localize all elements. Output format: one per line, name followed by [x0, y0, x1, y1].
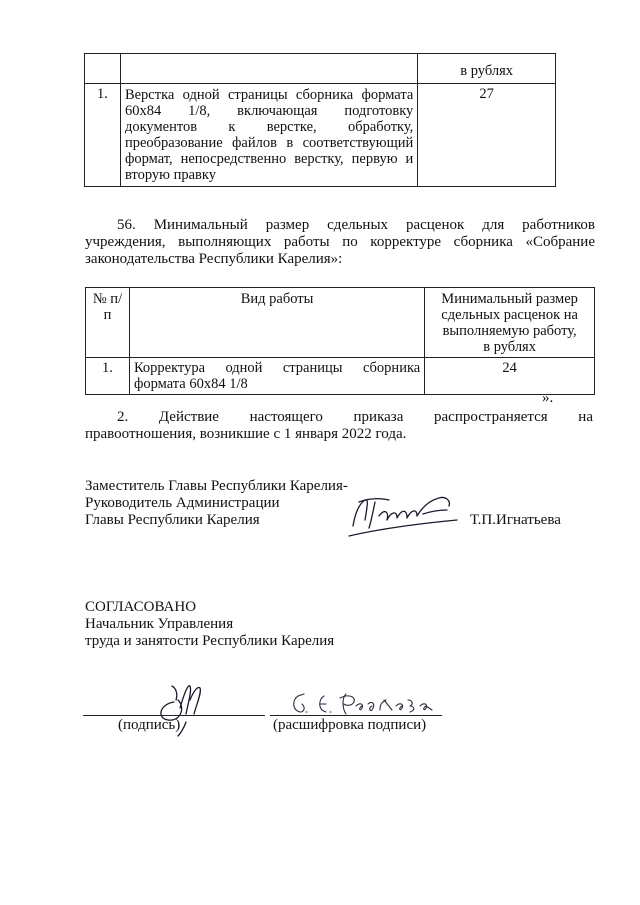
- closing-quote: ».: [542, 390, 554, 406]
- paragraph-2: [85, 409, 593, 443]
- decoding-caption: (расшифровка подписи): [273, 717, 427, 733]
- signatory-title-line: Главы Республики Карелия: [85, 512, 260, 528]
- rates-table-layout: [84, 53, 556, 187]
- header-cell-rate: [425, 288, 595, 358]
- paragraph-line: 56. Минимальный размер сдельных расценок для работников: [117, 217, 595, 233]
- signatory-title-line: Заместитель Главы Республики Карелия-: [85, 478, 348, 494]
- table-header-row: [86, 288, 595, 358]
- header-cell-work: [120, 54, 417, 84]
- work-line: преобразование файлов в соответствующий: [124, 135, 414, 151]
- header-cell-number: № п/п: [86, 288, 130, 358]
- paragraph-line: правоотношения, возникшие с 1 января 2022 года.: [85, 426, 407, 442]
- paragraph-56: [85, 217, 595, 268]
- paragraph-line: учреждения, выполняющих работы по корректуре сборника «Собрание: [85, 234, 595, 250]
- approval-position-line: труда и занятости Республики Карелия: [85, 633, 335, 649]
- decoding-line: [270, 715, 442, 716]
- approval-heading: СОГЛАСОВАНО: [85, 599, 197, 615]
- work-line: формат, непосредственно верстку, первую и: [124, 151, 414, 167]
- row-work-description: [129, 358, 424, 395]
- approval-position-line: Начальник Управления: [85, 616, 234, 632]
- paragraph-line: законодательства Республики Карелия»:: [85, 251, 343, 267]
- work-line: документов к верстке, обработку,: [124, 119, 414, 135]
- signatory-handwritten-signature: [345, 486, 475, 546]
- table-row: [85, 84, 556, 187]
- work-line: Корректура одной страницы сборника: [133, 360, 421, 376]
- row-rate: 27: [418, 84, 556, 187]
- header-cell-work: Вид работы: [129, 288, 424, 358]
- work-line: формата 60x84 1/8: [133, 376, 248, 392]
- signatory-name: Т.П.Игнатьева: [470, 512, 561, 528]
- signature-caption: (подпись): [118, 717, 181, 733]
- row-rate: 24: [425, 358, 595, 395]
- row-work-description: [120, 84, 417, 187]
- table-header-row: [85, 54, 556, 84]
- header-rate-line: выполняемую работу,: [442, 323, 577, 339]
- header-rate-line: сдельных расценок на: [441, 307, 578, 323]
- paragraph-line: 2. Действие настоящего приказа распространяется на: [117, 409, 593, 425]
- row-number: 1.: [85, 84, 121, 187]
- header-cell-number: [85, 54, 121, 84]
- work-line: вторую правку: [124, 167, 216, 183]
- row-number: 1.: [86, 358, 130, 395]
- header-rate-line: в рублях: [483, 339, 536, 355]
- header-cell-rate: [418, 54, 556, 84]
- proofreading-rates-table: [85, 287, 595, 395]
- work-line: 60x84 1/8, включающая подготовку: [124, 103, 414, 119]
- work-line: Верстка одной страницы сборника формата: [124, 87, 414, 103]
- table-row: [86, 358, 595, 395]
- signature-line: [83, 715, 265, 716]
- rate-unit: в рублях: [460, 63, 514, 79]
- header-rate-line: Минимальный размер: [441, 291, 578, 307]
- signatory-title-line: Руководитель Администрации: [85, 495, 280, 511]
